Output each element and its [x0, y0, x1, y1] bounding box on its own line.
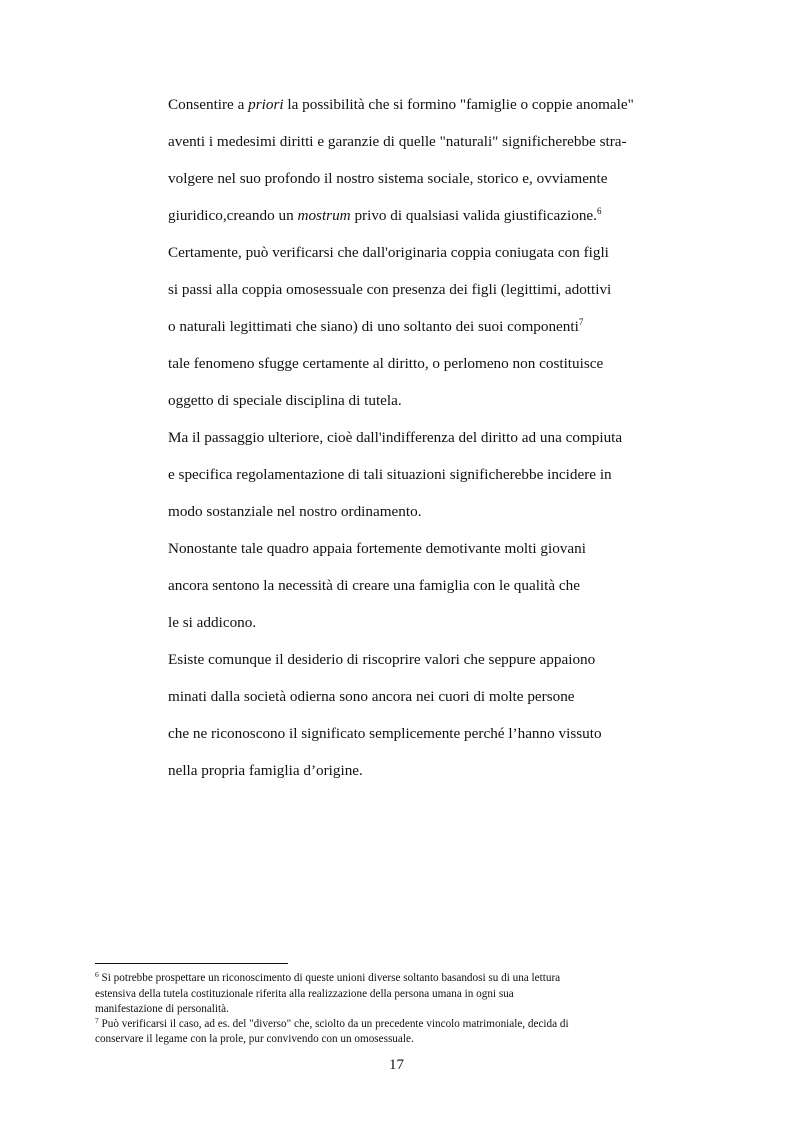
- footnote-7-line-2: conservare il legame con la prole, pur convivendo con un omosessuale.: [95, 1033, 414, 1045]
- body-line-4: giuridico,creando un mostrum privo di qualsiasi valida giustificazione.$^6$: [168, 206, 602, 224]
- body-line-6: si passi alla coppia omosessuale con presenza dei figli (legittimi, adottivi: [168, 281, 612, 298]
- body-line-2: aventi i medesimi diritti e garanzie di quelle "naturali" significherebbe stra-: [168, 133, 627, 150]
- footnote-6-line-1: $^6$ Si potrebbe prospettare un riconoscimento di queste unioni diverse soltanto basandosi su di una lettura: [95, 970, 561, 984]
- body-line-1: Consentire a priori la possibilità che si formino "famiglie o coppie anomale": [168, 96, 634, 113]
- body-line-17: minati dalla società odierna sono ancora nei cuori di molte persone: [168, 688, 575, 705]
- body-line-15: le si addicono.: [168, 614, 257, 631]
- italic-term-mostrum: mostrum: [297, 207, 351, 224]
- footnote-7-line-1: $^7$ Può verificarsi il caso, ad es. del "diverso" che, sciolto da un precedente vincolo matrimoniale, decida di: [95, 1016, 569, 1030]
- body-line-19: nella propria famiglia d’origine.: [168, 762, 363, 779]
- body-line-11: e specifica regolamentazione di tali situazioni significherebbe incidere in: [168, 466, 612, 483]
- body-line-8: tale fenomeno sfugge certamente al diritto, o perlomeno non costituisce: [168, 355, 604, 372]
- body-line-16: Esiste comunque il desiderio di riscoprire valori che seppure appaiono: [168, 651, 596, 668]
- body-line-9: oggetto di speciale disciplina di tutela.: [168, 392, 402, 409]
- page-number: 17: [389, 1057, 404, 1073]
- body-line-10: Ma il passaggio ulteriore, cioè dall'indifferenza del diritto ad una compiuta: [168, 429, 623, 446]
- body-line-12: modo sostanziale nel nostro ordinamento.: [168, 503, 422, 520]
- footnote-7-number: 7: [95, 1016, 99, 1025]
- body-line-14: ancora sentono la necessità di creare una famiglia con le qualità che: [168, 577, 580, 594]
- footnote-ref-6[interactable]: 6: [596, 206, 602, 216]
- footnote-6-line-2: estensiva della tutela costituzionale riferita alla realizzazione della persona umana in ogni sua: [95, 988, 514, 1000]
- body-line-18: che ne riconoscono il significato semplicemente perché l’hanno vissuto: [168, 725, 602, 742]
- footnote-divider: [95, 963, 288, 964]
- body-line-3: volgere nel suo profondo il nostro sistema sociale, storico e, ovviamente: [168, 170, 608, 187]
- italic-term-priori: priori: [248, 96, 284, 113]
- body-line-5: Certamente, può verificarsi che dall'originaria coppia coniugata con figli: [168, 244, 609, 261]
- body-line-7: o naturali legittimati che siano) di uno soltanto dei suoi componenti$^7$: [168, 317, 584, 335]
- footnote-6-line-3: manifestazione di personalità.: [95, 1003, 229, 1015]
- footnote-ref-7[interactable]: 7: [578, 317, 584, 327]
- footnote-6-number: 6: [95, 970, 99, 979]
- body-line-13: Nonostante tale quadro appaia fortemente demotivante molti giovani: [168, 540, 586, 557]
